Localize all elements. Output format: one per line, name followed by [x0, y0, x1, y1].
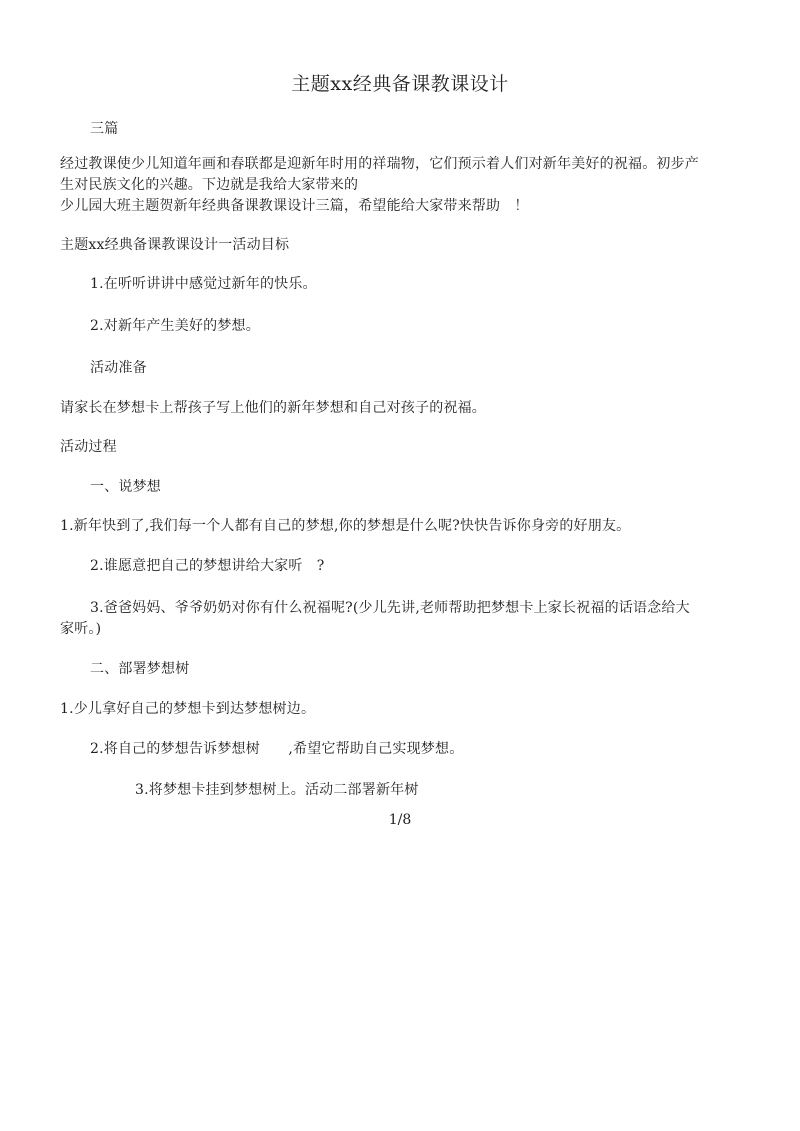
page-number: 1/8: [388, 812, 412, 828]
step1-item-1: 1.新年快到了,我们每一个人都有自己的梦想,你的梦想是什么呢?快快告诉你身旁的好朋友。: [60, 518, 631, 534]
intro-line-1: 经过教课使少儿知道年画和春联都是迎新年时用的祥瑞物，它们预示着人们对新年美好的祝福。初步产: [60, 156, 699, 172]
step2-item-3: 3.将梦想卡挂到梦想树上。活动二部署新年树: [135, 782, 419, 798]
step1-item-3-line-2: 家听。): [60, 621, 102, 637]
goal-item-2: 2.对新年产生美好的梦想。: [90, 318, 260, 334]
prep-heading: 活动准备: [90, 360, 147, 376]
process-heading: 活动过程: [60, 439, 117, 455]
prep-text: 请家长在梦想卡上帮孩子写上他们的新年梦想和自己对孩子的祝福。: [60, 400, 486, 416]
document-title: 主题xx经典备课教课设计: [291, 73, 509, 95]
intro-line-3: 少儿园大班主题贺新年经典备课教课设计三篇，希望能给大家带来帮助 ！: [60, 198, 529, 214]
intro-line-2: 生对民族文化的兴趣。下边就是我给大家带来的: [60, 177, 359, 193]
step1-item-3-line-1: 3.爸爸妈妈、爷爷奶奶对你有什么祝福呢?(少儿先讲,老师帮助把梦想卡上家长祝福的话语念给大: [90, 600, 690, 616]
goal-item-1: 1.在听听讲讲中感觉过新年的快乐。: [90, 276, 317, 292]
part-label: 三篇: [90, 121, 119, 137]
section-goal-heading: 主题xx经典备课教课设计一活动目标: [60, 237, 290, 253]
step1-item-2: 2.谁愿意把自己的梦想讲给大家听 ?: [90, 558, 325, 574]
step2-heading: 二、部署梦想树: [90, 661, 190, 677]
step2-item-1: 1.少儿拿好自己的梦想卡到达梦想树边。: [60, 701, 316, 717]
step2-item-2: 2.将自己的梦想告诉梦想树 ,希望它帮助自己实现梦想。: [90, 741, 464, 757]
step1-heading: 一、说梦想: [90, 479, 161, 495]
